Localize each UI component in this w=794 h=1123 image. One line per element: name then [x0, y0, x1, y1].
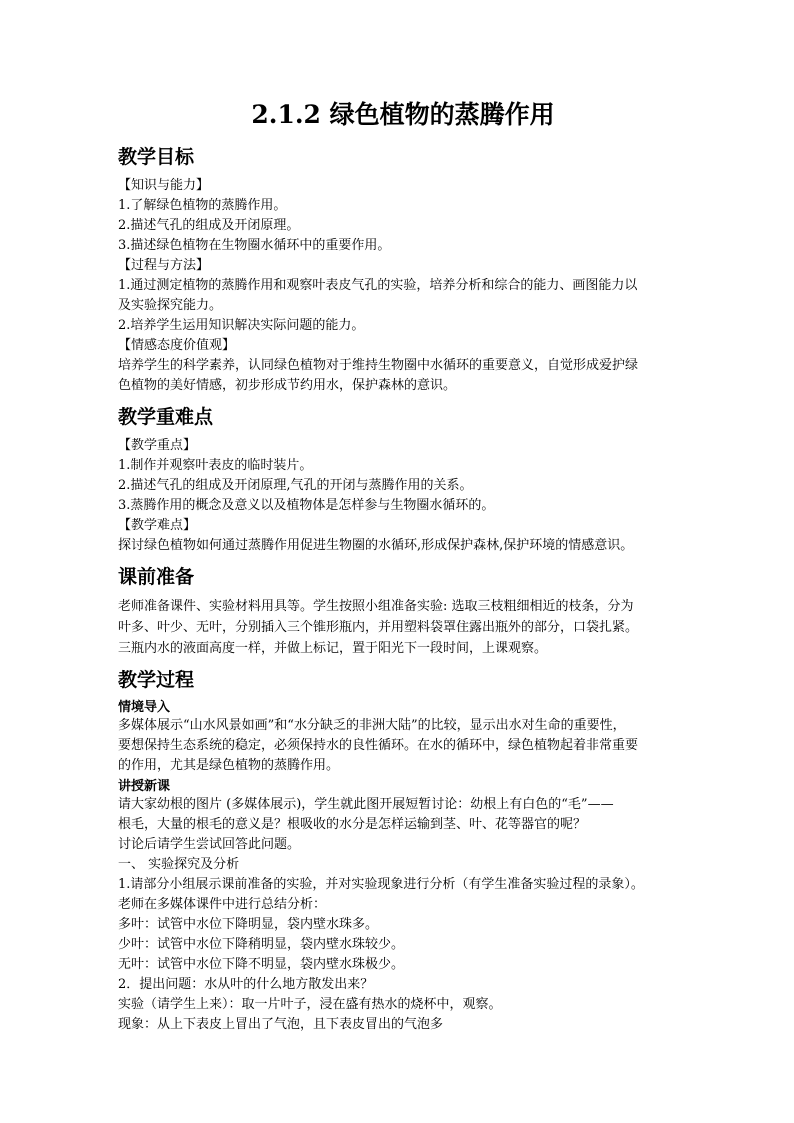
new-lesson-line: 现象：从上下表皮上冒出了气泡，且下表皮冒出的气泡多	[118, 1017, 444, 1032]
emotion-line: 色植物的美好情感，初步形成节约用水，保护森林的意识。	[118, 378, 457, 393]
new-lesson-line: 实验（请学生上来）：取一片叶子，浸在盛有热水的烧杯中，观察。	[118, 997, 502, 1012]
preparation-line: 老师准备课件、实验材料用具等。学生按照小组准备实验: 选取三枝粗细相近的枝条，分为	[118, 599, 634, 614]
preparation-line: 叶多、叶少、无叶，分别插入三个锥形瓶内，并用塑料袋罩住露出瓶外的部分，口袋扎紧。	[118, 620, 639, 635]
new-lesson-line: 根毛，大量的根毛的意义是？根吸收的水分是怎样运输到茎、叶、花等器官的呢？	[118, 817, 587, 832]
difficulty-item: 探讨绿色植物如何通过蒸腾作用促进生物圈的水循环,形成保护森林,保护环境的情感意识。	[118, 538, 634, 553]
new-lesson-line: 2．提出问题：水从叶的什么地方散发出来？	[118, 977, 374, 992]
section-heading-key-points: 教学重难点	[118, 406, 214, 428]
section-heading-preparation: 课前准备	[118, 566, 195, 588]
intro-label: 情境导入	[118, 700, 171, 715]
preparation-line: 三瓶内水的液面高度一样，并做上标记，置于阳光下一段时间，上课观察。	[118, 641, 548, 656]
process-item: 1.通过测定植物的蒸腾作用和观察叶表皮气孔的实验，培养分析和综合的能力、画图能力以	[118, 278, 638, 293]
new-lesson-label: 讲授新课	[118, 779, 171, 794]
document-page	[118, 98, 688, 1035]
knowledge-item: 1.了解绿色植物的蒸腾作用。	[118, 198, 287, 213]
new-lesson-line: 老师在多媒体课件中进行总结分析：	[118, 897, 327, 912]
focus-item: 3.蒸腾作用的概念及意义以及植物体是怎样参与生物圈水循环的。	[118, 498, 495, 513]
difficulty-label: 【教学难点】	[118, 518, 197, 533]
document-title: 2.1.2 绿色植物的蒸腾作用	[251, 100, 555, 129]
knowledge-item: 3.描述绿色植物在生物圈水循环中的重要作用。	[118, 238, 391, 253]
process-item: 2.培养学生运用知识解决实际问题的能力。	[118, 318, 365, 333]
process-item: 及实验探究能力。	[118, 298, 223, 313]
focus-item: 2.描述气孔的组成及开闭原理,气孔的开闭与蒸腾作用的关系。	[118, 478, 473, 493]
knowledge-label: 【知识与能力】	[118, 178, 210, 193]
focus-label: 【教学重点】	[118, 438, 197, 453]
new-lesson-line: 1.请部分小组展示课前准备的实验，并对实验现象进行分析（有学生准备实验过程的录象）。	[118, 877, 644, 892]
intro-line: 的作用，尤其是绿色植物的蒸腾作用。	[118, 758, 340, 773]
intro-line: 多媒体展示“山水风景如画”和“水分缺乏的非洲大陆”的比较，显示出水对生命的重要性，	[118, 718, 626, 733]
new-lesson-line: 一、 实验探究及分析	[118, 857, 240, 872]
new-lesson-line: 无叶：试管中水位下降不明显，袋内壁水珠极少。	[118, 957, 405, 972]
new-lesson-line: 请大家幼根的图片 (多媒体展示)，学生就此图开展短暂讨论：幼根上有白色的“毛”——	[118, 797, 614, 812]
intro-line: 要想保持生态系统的稳定，必须保持水的良性循环。在水的循环中，绿色植物起着非常重要	[118, 738, 639, 753]
section-heading-process: 教学过程	[118, 669, 195, 691]
section-heading-objectives: 教学目标	[118, 146, 195, 168]
process-label: 【过程与方法】	[118, 258, 210, 273]
new-lesson-line: 少叶：试管中水位下降稍明显，袋内壁水珠较少。	[118, 937, 405, 952]
emotion-line: 培养学生的科学素养，认同绿色植物对于维持生物圈中水循环的重要意义，自觉形成爱护绿	[118, 358, 639, 373]
knowledge-item: 2.描述气孔的组成及开闭原理。	[118, 218, 300, 233]
new-lesson-line: 多叶：试管中水位下降明显，袋内壁水珠多。	[118, 917, 379, 932]
new-lesson-line: 讨论后请学生尝试回答此问题。	[118, 837, 301, 852]
focus-item: 1.制作并观察叶表皮的临时装片。	[118, 458, 313, 473]
emotion-label: 【情感态度价值观】	[118, 338, 236, 353]
